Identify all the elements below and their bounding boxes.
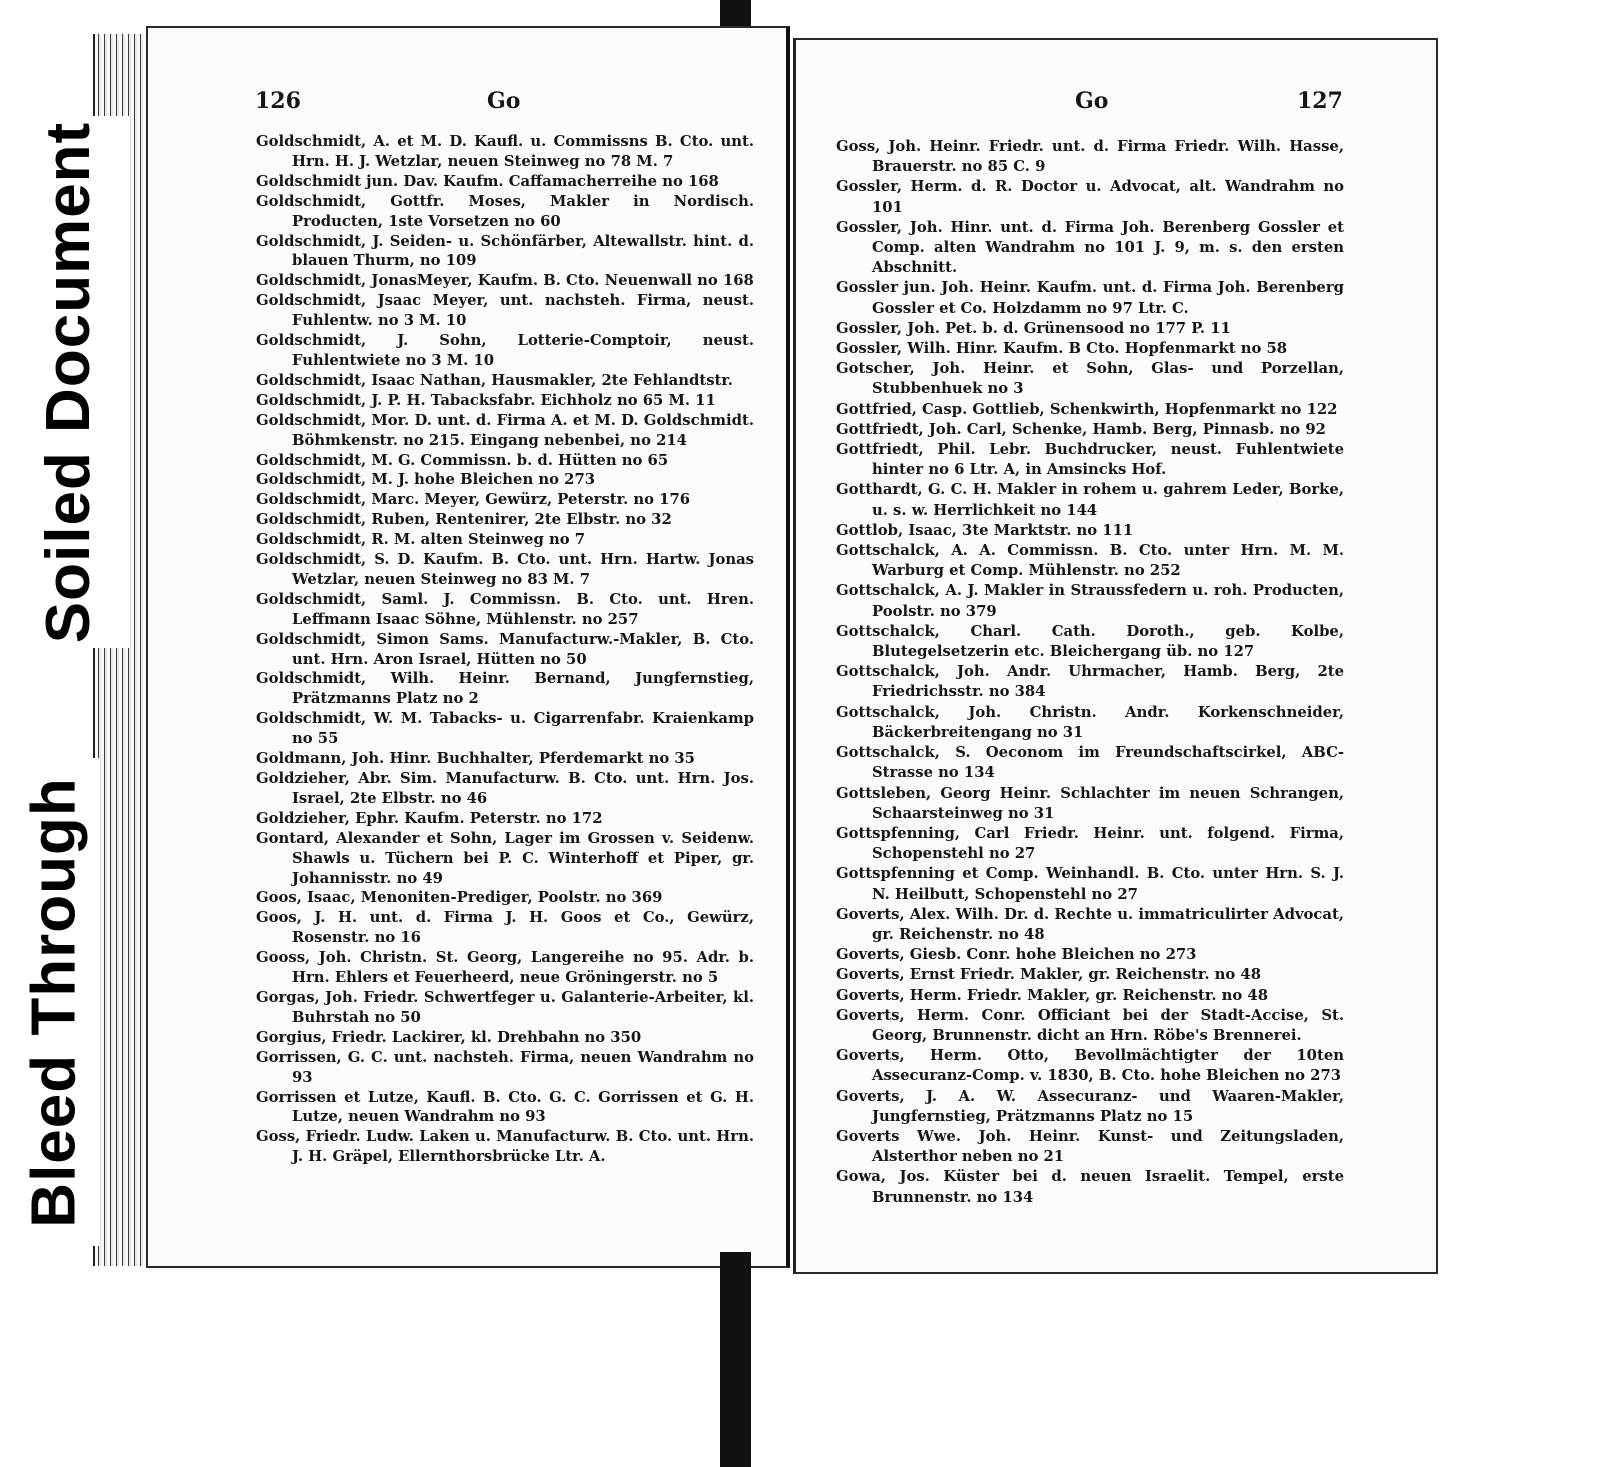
directory-entry: Gossler, Wilh. Hinr. Kaufm. B Cto. Hopfenmarkt no 58 bbox=[836, 340, 1288, 358]
right-directory-entries bbox=[836, 137, 1344, 1208]
directory-entry: Gotscher, Joh. Heinr. et Sohn, Glas- und Porzellan, Stubbenhuek no 3 bbox=[836, 360, 1344, 398]
left-running-head: Go bbox=[487, 88, 521, 114]
left-page-number: 126 bbox=[255, 88, 301, 114]
directory-entry: Goldmann, Joh. Hinr. Buchhalter, Pferdemarkt no 35 bbox=[256, 750, 695, 768]
directory-entry: Goverts, Alex. Wilh. Dr. d. Rechte u. immatriculirter Advocat, gr. Reichenstr. no 48 bbox=[836, 905, 1344, 943]
directory-entry: Goss, Friedr. Ludw. Laken u. Manufacturw. B. Cto. unt. Hrn. J. H. Gräpel, Ellernthorsbrücke Ltr. A. bbox=[256, 1128, 754, 1166]
directory-entry: Goldschmidt, Simon Sams. Manufacturw.-Makler, B. Cto. unt. Hrn. Aron Israel, Hütten no 50 bbox=[256, 630, 754, 668]
soiled-document-label: Soiled Document bbox=[34, 121, 104, 643]
directory-entry: Goss, Joh. Heinr. Friedr. unt. d. Firma Friedr. Wilh. Hasse, Brauerstr. no 85 C. 9 bbox=[836, 138, 1344, 176]
directory-entry: Goldschmidt, Gottfr. Moses, Makler in Nordisch. Producten, 1ste Vorsetzen no 60 bbox=[256, 192, 754, 230]
directory-entry: Gossler jun. Joh. Heinr. Kaufm. unt. d. Firma Joh. Berenberg Gossler et Co. Holzdamm no 97 Ltr. C. bbox=[836, 279, 1344, 317]
directory-entry: Goos, Isaac, Menoniten-Prediger, Poolstr. no 369 bbox=[256, 889, 663, 907]
directory-entry: Goverts, Herm. Otto, Bevollmächtigter der 10ten Assecuranz-Comp. v. 1830, B. Cto. hohe Bleichen no 273 bbox=[836, 1047, 1344, 1085]
directory-entry: Gossler, Joh. Hinr. unt. d. Firma Joh. Berenberg Gossler et Comp. alten Wandrahm no 101 J. 9, m. s. den ersten Abschnitt. bbox=[836, 218, 1344, 277]
directory-entry: Gottschalck, Joh. Christn. Andr. Korkenschneider, Bäckerbreitengang no 31 bbox=[836, 703, 1344, 741]
directory-entry: Goldzieher, Ephr. Kaufm. Peterstr. no 172 bbox=[256, 809, 603, 827]
directory-entry: Gottschalck, Charl. Cath. Doroth., geb. Kolbe, Blutegelsetzerin etc. Bleichergang üb. no 127 bbox=[836, 622, 1344, 661]
binding-shadow-bottom bbox=[720, 1252, 751, 1467]
directory-entry: Goverts, Giesb. Conr. hohe Bleichen no 273 bbox=[836, 946, 1197, 964]
right-page-header bbox=[835, 82, 1345, 118]
directory-entry: Goldschmidt, Marc. Meyer, Gewürz, Peterstr. no 176 bbox=[256, 491, 691, 509]
bleed-through-stamp bbox=[8, 758, 101, 1246]
right-running-head: Go bbox=[1075, 88, 1109, 114]
directory-entry: Gooss, Joh. Christn. St. Georg, Langereihe no 95. Adr. b. Hrn. Ehlers et Feuerheerd, neue Gröningerstr. no 5 bbox=[256, 949, 754, 987]
left-directory-entries bbox=[256, 132, 754, 1167]
bleed-through-label: Bleed Through bbox=[19, 776, 89, 1228]
directory-entry: Goldschmidt, M. J. hohe Bleichen no 273 bbox=[256, 471, 596, 489]
directory-entry: Goldschmidt, A. et M. D. Kaufl. u. Commissns B. Cto. unt. Hrn. H. J. Wetzlar, neuen Steinweg no 78 M. 7 bbox=[256, 133, 754, 170]
directory-entry: Goldschmidt, Saml. J. Commissn. B. Cto. unt. Hren. Leffmann Isaac Söhne, Mühlenstr. no 257 bbox=[256, 590, 754, 628]
directory-entry: Gottschalck, A. J. Makler in Straussfedern u. roh. Producten, Poolstr. no 379 bbox=[836, 582, 1344, 620]
directory-entry: Gottschalck, Joh. Andr. Uhrmacher, Hamb. Berg, 2te Friedrichsstr. no 384 bbox=[836, 663, 1344, 701]
soiled-document-stamp bbox=[8, 116, 131, 648]
directory-entry: Gottspfenning, Carl Friedr. Heinr. unt. folgend. Firma, Schopenstehl no 27 bbox=[836, 824, 1344, 863]
directory-entry: Goldschmidt, Mor. D. unt. d. Firma A. et M. D. Goldschmidt. Böhmkenstr. no 215. Eingang nebenbei, no 214 bbox=[256, 411, 754, 449]
directory-entry: Gorrissen et Lutze, Kaufl. B. Cto. G. C. Gorrissen et G. H. Lutze, neuen Wandrahm no 93 bbox=[256, 1088, 754, 1126]
directory-entry: Gossler, Herm. d. R. Doctor u. Advocat, alt. Wandrahm no 101 bbox=[836, 178, 1344, 216]
directory-entry: Gottfried, Casp. Gottlieb, Schenkwirth, Hopfenmarkt no 122 bbox=[836, 400, 1338, 418]
directory-entry: Goldzieher, Abr. Sim. Manufacturw. B. Cto. unt. Hrn. Jos. Israel, 2te Elbstr. no 46 bbox=[256, 770, 754, 807]
directory-entry: Goldschmidt, Wilh. Heinr. Bernand, Jungfernstieg, Prätzmanns Platz no 2 bbox=[256, 670, 754, 708]
directory-entry: Gottlob, Isaac, 3te Marktstr. no 111 bbox=[836, 521, 1134, 539]
right-page-number: 127 bbox=[1297, 88, 1343, 114]
directory-entry: Goldschmidt jun. Dav. Kaufm. Caffamacherreihe no 168 bbox=[256, 172, 719, 190]
directory-entry: Gottfriedt, Phil. Lebr. Buchdrucker, neust. Fuhlentwiete hinter no 6 Ltr. A, in Amsincks Hof. bbox=[836, 441, 1344, 479]
directory-entry: Goldschmidt, S. D. Kaufm. B. Cto. unt. Hrn. Hartw. Jonas Wetzlar, neuen Steinweg no 83 M. 7 bbox=[256, 551, 754, 588]
directory-entry: Goverts, Ernst Friedr. Makler, gr. Reichenstr. no 48 bbox=[836, 966, 1262, 984]
directory-entry: Goldschmidt, Jsaac Meyer, unt. nachsteh. Firma, neust. Fuhlentw. no 3 M. 10 bbox=[256, 292, 754, 330]
directory-entry: Gottsleben, Georg Heinr. Schlachter im neuen Schrangen, Schaarsteinweg no 31 bbox=[836, 784, 1344, 822]
directory-entry: Gotthardt, G. C. H. Makler in rohem u. gahrem Leder, Borke, u. s. w. Herrlichkeit no 144 bbox=[836, 481, 1344, 519]
directory-entry: Goverts, Herm. Friedr. Makler, gr. Reichenstr. no 48 bbox=[836, 986, 1269, 1004]
directory-entry: Gottspfenning et Comp. Weinhandl. B. Cto. unter Hrn. S. J. N. Heilbutt, Schopenstehl no 27 bbox=[836, 865, 1344, 903]
directory-entry: Goldschmidt, Isaac Nathan, Hausmakler, 2te Fehlandtstr. bbox=[256, 371, 733, 389]
directory-entry: Goldschmidt, J. P. H. Tabacksfabr. Eichholz no 65 M. 11 bbox=[256, 391, 716, 409]
directory-entry: Goldschmidt, Ruben, Rentenirer, 2te Elbstr. no 32 bbox=[256, 511, 672, 529]
directory-entry: Goldschmidt, R. M. alten Steinweg no 7 bbox=[256, 531, 586, 549]
directory-entry: Goldschmidt, JonasMeyer, Kaufm. B. Cto. Neuenwall no 168 bbox=[256, 272, 754, 290]
directory-entry: Gottschalck, S. Oeconom im Freundschaftscirkel, ABC-Strasse no 134 bbox=[836, 744, 1344, 782]
directory-entry: Gorrissen, G. C. unt. nachsteh. Firma, neuen Wandrahm no 93 bbox=[256, 1048, 754, 1086]
directory-entry: Goldschmidt, J. Seiden- u. Schönfärber, Altewallstr. hint. d. blauen Thurm, no 109 bbox=[256, 232, 754, 270]
directory-entry: Gottschalck, A. A. Commissn. B. Cto. unter Hrn. M. M. Warburg et Comp. Mühlenstr. no 252 bbox=[836, 542, 1344, 580]
directory-entry: Goverts, Herm. Conr. Officiant bei der Stadt-Accise, St. Georg, Brunnenstr. dicht an Hrn. Röbe's Brennerei. bbox=[836, 1006, 1344, 1044]
directory-entry: Goos, J. H. unt. d. Firma J. H. Goos et Co., Gewürz, Rosenstr. no 16 bbox=[256, 909, 754, 947]
directory-entry: Goldschmidt, J. Sohn, Lotterie-Comptoir, neust. Fuhlentwiete no 3 M. 10 bbox=[256, 332, 754, 369]
directory-entry: Gottfriedt, Joh. Carl, Schenke, Hamb. Berg, Pinnasb. no 92 bbox=[836, 420, 1326, 438]
left-page-header bbox=[255, 82, 765, 118]
directory-entry: Goverts Wwe. Joh. Heinr. Kunst- und Zeitungsladen, Alsterthor neben no 21 bbox=[836, 1127, 1344, 1166]
directory-entry: Gontard, Alexander et Sohn, Lager im Grossen v. Seidenw. Shawls u. Tüchern bei P. C. Winterhoff et Piper, gr. Johannisstr. no 49 bbox=[256, 829, 754, 887]
directory-entry: Goldschmidt, W. M. Tabacks- u. Cigarrenfabr. Kraienkamp no 55 bbox=[256, 710, 754, 748]
directory-entry: Goldschmidt, M. G. Commissn. b. d. Hütten no 65 bbox=[256, 451, 669, 469]
directory-entry: Gossler, Joh. Pet. b. d. Grünensood no 177 P. 11 bbox=[836, 319, 1231, 337]
directory-entry: Gowa, Jos. Küster bei d. neuen Israelit. Tempel, erste Brunnenstr. no 134 bbox=[836, 1168, 1344, 1206]
directory-entry: Gorgas, Joh. Friedr. Schwertfeger u. Galanterie-Arbeiter, kl. Buhrstah no 50 bbox=[256, 988, 754, 1026]
directory-entry: Goverts, J. A. W. Assecuranz- und Waaren-Makler, Jungfernstieg, Prätzmanns Platz no 15 bbox=[836, 1087, 1344, 1125]
directory-entry: Gorgius, Friedr. Lackirer, kl. Drehbahn no 350 bbox=[256, 1028, 642, 1046]
